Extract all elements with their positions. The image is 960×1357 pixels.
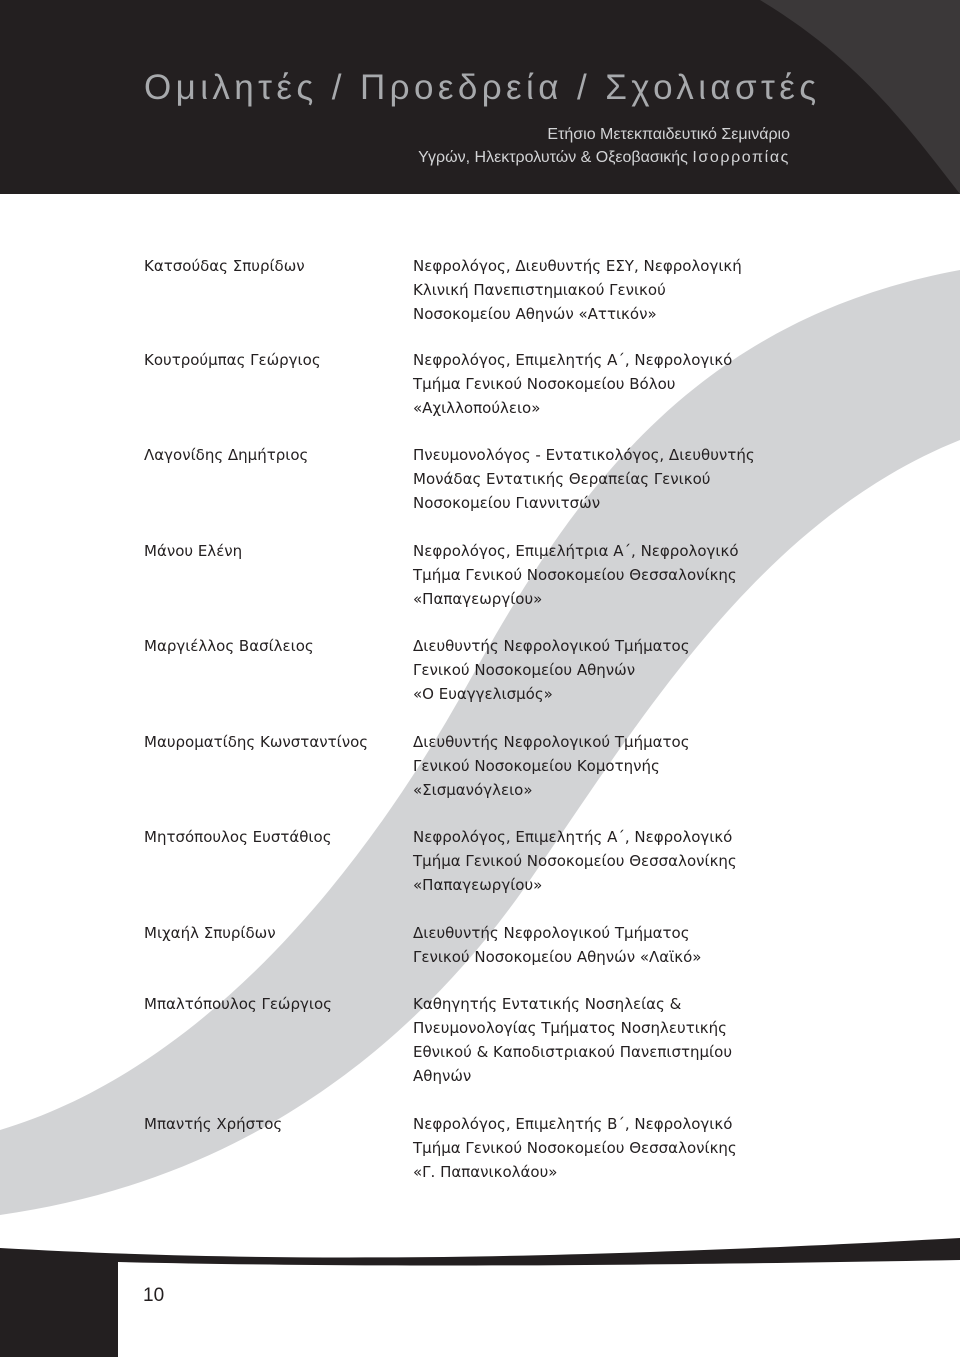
affiliation-line: Κλινική Πανεπιστημιακού Γενικού [413, 281, 666, 299]
page-header [0, 0, 960, 194]
affiliation-line: Τμήμα Γενικού Νοσοκομείου Θεσσαλονίκης [413, 566, 737, 584]
affiliation-line: Τμήμα Γενικού Νοσοκομείου Βόλου [413, 375, 676, 393]
affiliation-line: Νοσοκομείου Αθηνών «Αττικόν» [413, 305, 657, 323]
speaker-affiliation [413, 539, 833, 611]
speaker-affiliation [413, 992, 833, 1088]
affiliation-line: Καθηγητής Εντατικής Νοσηλείας & [413, 995, 682, 1013]
affiliation-line: Νεφρολόγος, Επιμελήτρια Α΄, Νεφρολογικό [413, 542, 739, 560]
affiliation-line: Νεφρολόγος, Επιμελητής Α΄, Νεφρολογικό [413, 351, 733, 369]
speaker-name: Μπαλτόπουλος Γεώργιος [144, 995, 332, 1013]
seminar-subtitle-spaced-word: Ισορροπίας [692, 149, 790, 166]
footer-white-panel [118, 1260, 960, 1357]
speaker-affiliation [413, 634, 833, 706]
seminar-subtitle-line-1: Ετήσιο Μετεκπαιδευτικό Σεμινάριο [547, 126, 790, 143]
speaker-name: Μπαντής Χρήστος [144, 1115, 283, 1133]
affiliation-line: Γενικού Νοσοκομείου Αθηνών [413, 661, 636, 679]
seminar-subtitle-line-2 [418, 147, 790, 169]
affiliation-line: Τμήμα Γενικού Νοσοκομείου Θεσσαλονίκης [413, 852, 737, 870]
speaker-name: Μητσόπουλος Ευστάθιος [144, 828, 332, 846]
affiliation-line: «Γ. Παπανικολάου» [413, 1163, 558, 1181]
speaker-name: Μαργιέλλος Βασίλειος [144, 637, 314, 655]
speaker-affiliation [413, 254, 833, 326]
seminar-subtitle-text: Υγρών, Ηλεκτρολυτών & Οξεοβασικής [418, 149, 688, 166]
affiliation-line: Νοσοκομείου Γιαννιτσών [413, 494, 601, 512]
affiliation-line: Αθηνών [413, 1067, 472, 1085]
affiliation-line: Διευθυντής Νεφρολογικού Τμήματος [413, 637, 690, 655]
affiliation-line: «Ο Ευαγγελισμός» [413, 685, 553, 703]
affiliation-line: «Παπαγεωργίου» [413, 876, 543, 894]
speaker-affiliation [413, 825, 833, 897]
speaker-name: Λαγονίδης Δημήτριος [144, 446, 309, 464]
affiliation-line: «Αχιλλοπούλειο» [413, 399, 541, 417]
speaker-name: Μάνου Ελένη [144, 542, 243, 560]
affiliation-line: Εθνικού & Καποδιστριακού Πανεπιστημίου [413, 1043, 732, 1061]
affiliation-line: Νεφρολόγος, Επιμελητής Α΄, Νεφρολογικό [413, 828, 733, 846]
page-title: Ομιλητές / Προεδρεία / Σχολιαστές [144, 68, 821, 107]
speaker-affiliation [413, 730, 833, 802]
speaker-affiliation [413, 443, 833, 515]
affiliation-line: Μονάδας Εντατικής Θεραπείας Γενικού [413, 470, 711, 488]
affiliation-line: Διευθυντής Νεφρολογικού Τμήματος [413, 924, 690, 942]
speaker-affiliation [413, 921, 833, 969]
speaker-name: Μαυροματίδης Κωνσταντίνος [144, 733, 369, 751]
affiliation-line: Νεφρολόγος, Επιμελητής Β΄, Νεφρολογικό [413, 1115, 733, 1133]
speaker-name: Κατσούδας Σπυρίδων [144, 257, 305, 275]
affiliation-line: Διευθυντής Νεφρολογικού Τμήματος [413, 733, 690, 751]
page-number: 10 [143, 1285, 165, 1306]
affiliation-line: Γενικού Νοσοκομείου Αθηνών «Λαϊκό» [413, 948, 702, 966]
speaker-affiliation [413, 1112, 833, 1184]
affiliation-line: Γενικού Νοσοκομείου Κομοτηνής [413, 757, 660, 775]
affiliation-line: Τμήμα Γενικού Νοσοκομείου Θεσσαλονίκης [413, 1139, 737, 1157]
affiliation-line: Νεφρολόγος, Διευθυντής ΕΣΥ, Νεφρολογική [413, 257, 742, 275]
speaker-affiliation [413, 348, 833, 420]
speaker-name: Μιχαήλ Σπυρίδων [144, 924, 276, 942]
speaker-name: Κουτρούμπας Γεώργιος [144, 351, 321, 369]
affiliation-line: «Σισμανόγλειο» [413, 781, 533, 799]
affiliation-line: «Παπαγεωργίου» [413, 590, 543, 608]
affiliation-line: Πνευμονολογίας Τμήματος Νοσηλευτικής [413, 1019, 727, 1037]
affiliation-line: Πνευμονολόγος - Εντατικολόγος, Διευθυντής [413, 446, 755, 464]
